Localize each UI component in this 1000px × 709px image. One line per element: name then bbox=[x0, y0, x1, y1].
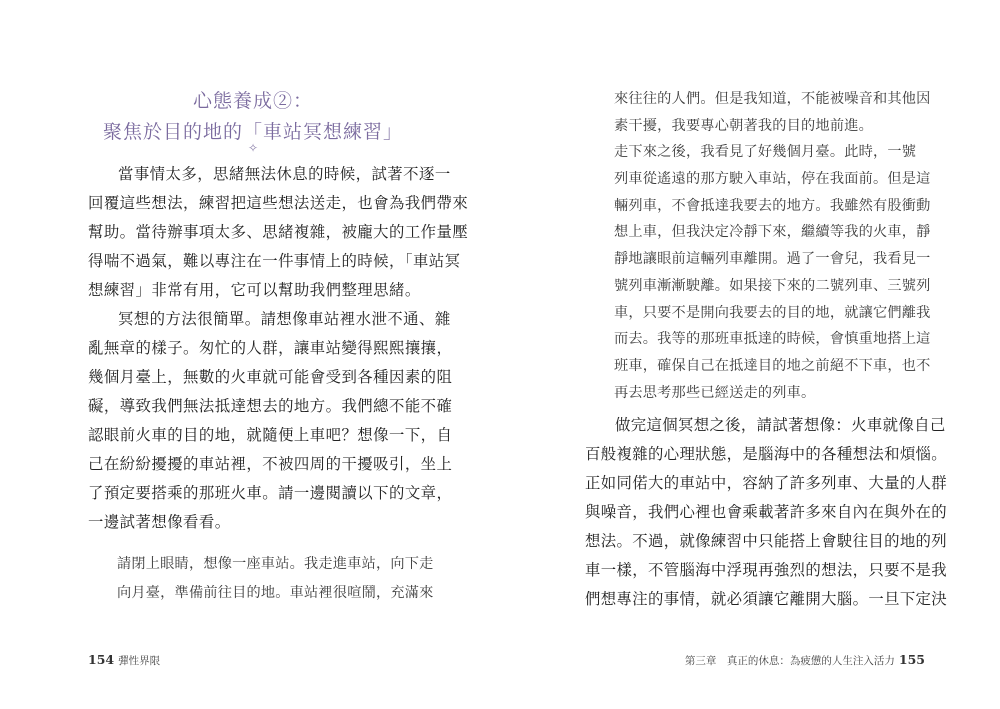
text-line: 認眼前火車的目的地，就隨便上車吧？想像一下，自 bbox=[88, 426, 453, 444]
quote-line: 列車從遙遠的那方駛入車站，停在我面前。但是這 bbox=[614, 171, 931, 188]
section-heading-line1: 心態養成②： bbox=[192, 90, 313, 112]
quote-line: 向月臺，準備前往目的地。車站裡很喧鬧，充滿來 bbox=[117, 585, 434, 601]
text-line: 亂無章的樣子。匆忙的人群，讓車站變得熙熙攘攘， bbox=[88, 339, 453, 357]
quote-line: 班車，確保自己在抵達目的地之前絕不下車，也不 bbox=[614, 357, 931, 374]
text-line: 幫助。當待辦事項太多、思緒複雜，被龐大的工作量壓 bbox=[88, 223, 469, 241]
quote-line: 輛列車，不會抵達我要去的地方。我雖然有股衝動 bbox=[614, 197, 931, 214]
quote-line: 來往往的人們。但是我知道，不能被噪音和其他因 bbox=[614, 91, 931, 107]
text-line: 得喘不過氣，難以專注在一件事情上的時候，「車站冥 bbox=[88, 252, 461, 270]
text-line: 當事情太多，思緒無法休息的時候，試著不逐一 bbox=[118, 165, 451, 183]
text-line: 己在紛紛擾擾的車站裡，不被四周的干擾吸引，坐上 bbox=[88, 455, 453, 473]
left-body-text bbox=[88, 160, 469, 537]
page-number: 155 bbox=[898, 652, 925, 667]
text-line: 回覆這些想法，練習把這些想法送走，也會為我們帶來 bbox=[88, 194, 469, 212]
left-footer bbox=[88, 652, 160, 668]
text-line: 正如同偌大的車站中，容納了許多列車、大量的人群 bbox=[585, 474, 948, 492]
quote-line: 號列車漸漸駛離。如果接下來的二號列車、三號列 bbox=[614, 277, 931, 294]
quote-line: 而去。我等的那班車抵達的時候，會慎重地搭上這 bbox=[614, 331, 931, 348]
right-body-text bbox=[585, 411, 948, 614]
quote-line: 靜地讓眼前這輛列車離開。過了一會兒，我看見一 bbox=[614, 251, 931, 268]
quote-line: 車，只要不是開向我要去的目的地，就讓它們離我 bbox=[614, 304, 931, 321]
text-line: 一邊試著想像看看。 bbox=[88, 513, 231, 531]
text-line: 礙，導致我們無法抵達想去的地方。我們總不能不確 bbox=[88, 397, 453, 415]
section-heading-line2: 聚焦於目的地的「車站冥想練習」 bbox=[102, 121, 403, 143]
text-line: 想練習」非常有用，它可以幫助我們整理思緒。 bbox=[88, 281, 421, 299]
quote-line: 想上車，但我決定冷靜下來，繼續等我的火車，靜 bbox=[614, 224, 931, 241]
text-line: 想法。不過，就像練習中只能搭上會駛往目的地的列 bbox=[585, 532, 948, 550]
right-footer bbox=[685, 652, 925, 668]
left-meditation-quote bbox=[117, 550, 434, 608]
text-line: 車一樣，不管腦海中浮現再強烈的想法，只要不是我 bbox=[585, 561, 948, 579]
text-line: 百般複雜的心理狀態，是腦海中的各種想法和煩惱。 bbox=[585, 445, 948, 463]
text-line: 做完這個冥想之後，請試著想像：火車就像自己 bbox=[615, 416, 946, 434]
text-line: 了預定要搭乘的那班火車。請一邊閱讀以下的文章， bbox=[88, 484, 453, 502]
page-number: 154 bbox=[88, 652, 115, 667]
running-title: 第三章 真正的休息：為疲憊的人生注入活力 bbox=[684, 655, 895, 667]
quote-line: 請閉上眼睛，想像一座車站。我走進車站，向下走 bbox=[117, 556, 434, 572]
right-meditation-quote bbox=[614, 86, 931, 406]
quote-line: 走下來之後，我看見了好幾個月臺。此時，一號 bbox=[614, 144, 917, 161]
text-line: 幾個月臺上，無數的火車就可能會受到各種因素的阻 bbox=[88, 368, 453, 386]
running-title: 彈性界限 bbox=[118, 655, 161, 667]
text-line: 們想專注的事情，就必須讓它離開大腦。一旦下定決 bbox=[585, 590, 948, 608]
quote-line: 素干擾，我要專心朝著我的目的地前進。 bbox=[614, 117, 873, 134]
text-line: 與噪音，我們心裡也會乘載著許多來自內在與外在的 bbox=[585, 503, 948, 521]
text-line: 冥想的方法很簡單。請想像車站裡水泄不通、雜 bbox=[118, 310, 451, 328]
sparkle-ornament-icon: ✧ bbox=[247, 141, 259, 155]
quote-line: 再去思考那些已經送走的列車。 bbox=[614, 384, 816, 401]
